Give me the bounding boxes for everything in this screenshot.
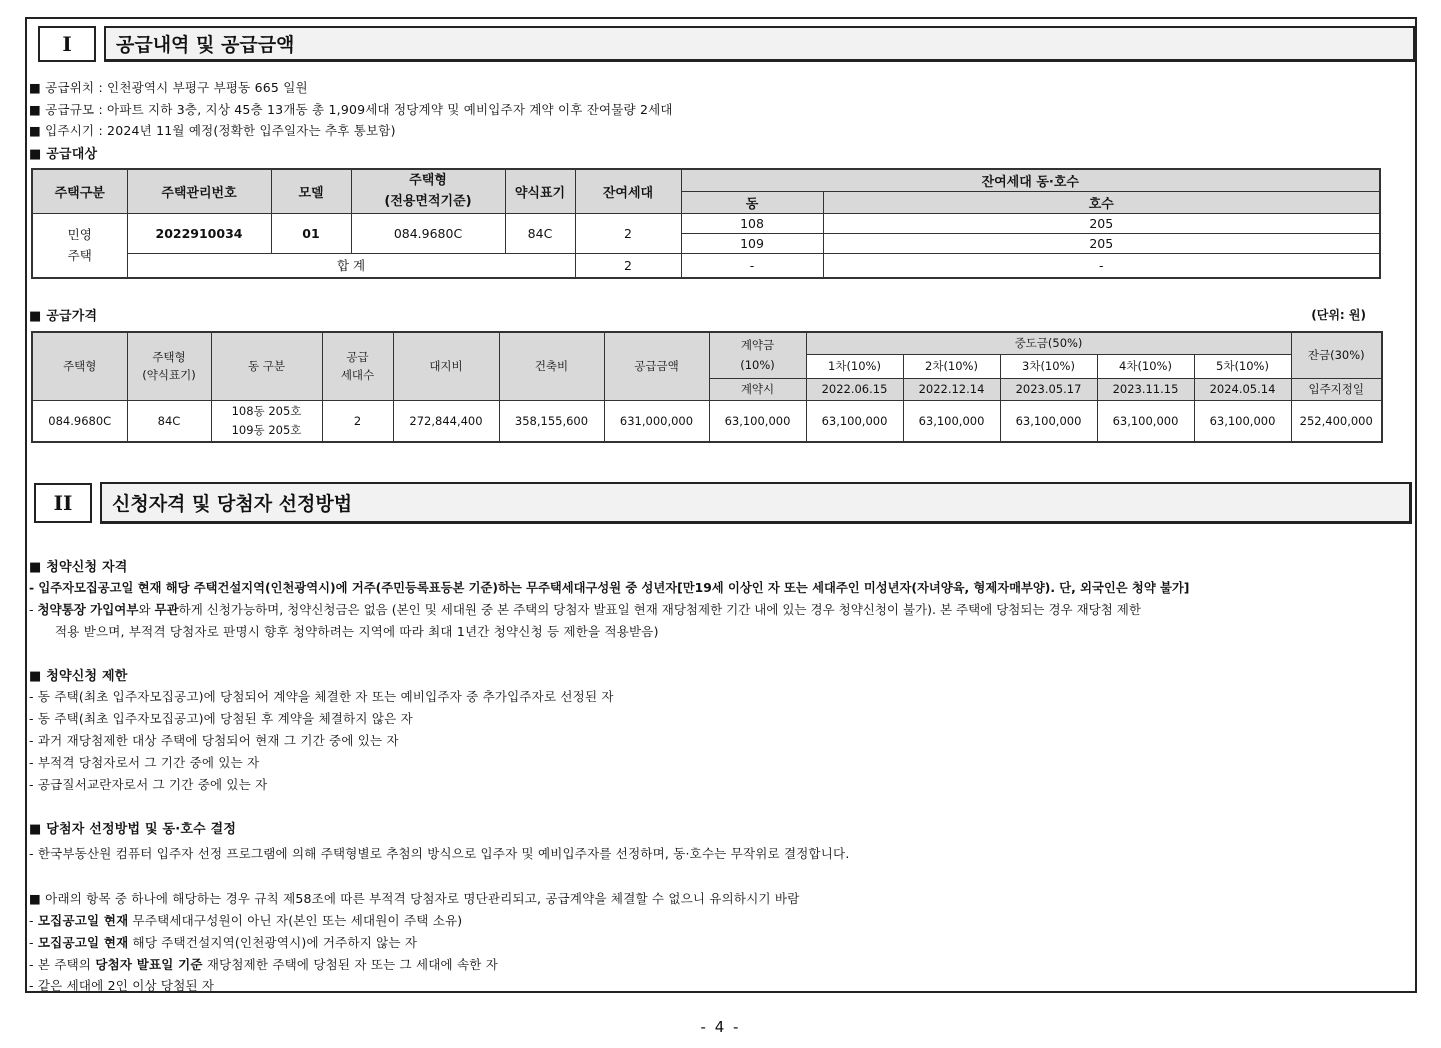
cell-dong: 108 (681, 213, 823, 233)
info-location: ■ 공급위치 : 인천광역시 부평구 부평동 665 일원 (29, 80, 308, 95)
ineligible-intro: ■ 아래의 항목 중 하나에 해당하는 경우 규칙 제58조에 따른 부적격 당첨자로 명단관리되고, 공급계약을 체결할 수 없으니 유의하시기 바람 (29, 891, 800, 906)
price-cell-type: 084.9680C (32, 400, 127, 442)
cell-model: 01 (271, 213, 351, 253)
price-cell-build: 358,155,600 (499, 400, 604, 442)
restriction-heading: ■ 청약신청 제한 (29, 669, 128, 684)
mid-date: 2023.05.17 (1000, 378, 1097, 400)
mid-date: 2022.06.15 (806, 378, 903, 400)
price-cell-mid: 63,100,000 (1194, 400, 1291, 442)
price-header-dong: 동 구분 (211, 332, 322, 400)
mid-label: 3차(10%) (1000, 354, 1097, 378)
restriction-item: - 공급질서교란자로서 그 기간 중에 있는 자 (29, 777, 268, 792)
price-cell-mid: 63,100,000 (1000, 400, 1097, 442)
price-header-count: 공급 세대수 (322, 332, 393, 400)
ineligible-item: - 본 주택의 당첨자 발표일 기준 재당첨제한 주택에 당첨된 자 또는 그 세대에 속한 자 (29, 957, 498, 972)
supply-price-table (31, 331, 1383, 443)
price-header-contract: 계약금 (10%) (709, 332, 806, 378)
mid-label: 5차(10%) (1194, 354, 1291, 378)
section-2-number: II (34, 483, 92, 523)
restriction-item: - 동 주택(최초 입주자모집공고)에 당첨되어 계약을 체결한 자 또는 예비입주자 중 추가입주자로 선정된 자 (29, 689, 614, 704)
cell-dong: 109 (681, 233, 823, 253)
supply-target-heading: ■ 공급대상 (29, 147, 98, 162)
price-header-mid: 중도금(50%) (806, 332, 1291, 354)
price-cell-mid: 63,100,000 (903, 400, 1000, 442)
price-cell-abbr: 84C (127, 400, 211, 442)
mid-label: 1차(10%) (806, 354, 903, 378)
price-cell-balance: 252,400,000 (1291, 400, 1382, 442)
contract-when: 계약시 (709, 378, 806, 400)
section-1-title: 공급내역 및 공급금액 (104, 26, 1416, 62)
header-house-type: 주택구분 (32, 169, 127, 213)
price-heading: ■ 공급가격 (29, 309, 98, 324)
cell-total-label: 합 계 (127, 253, 575, 278)
restriction-item: - 과거 재당첨제한 대상 주택에 당첨되어 현재 그 기간 중에 있는 자 (29, 733, 399, 748)
balance-when: 입주지정일 (1291, 378, 1382, 400)
cell-total-dong: - (681, 253, 823, 278)
qualification-line-1: - 입주자모집공고일 현재 해당 주택건설지역(인천광역시)에 거주(주민등록표등본 기준)하는 무주택세대구성원 중 성년자[만19세 이상인 자 또는 세대주인 미성년자(자녀양육, 형제자매부양). 단, 외국인은 청약 불가] (29, 581, 1190, 595)
cell-housetype: 084.9680C (351, 213, 505, 253)
section-1-number: I (38, 26, 96, 62)
price-cell-mid: 63,100,000 (806, 400, 903, 442)
header-mgmt-no: 주택관리번호 (127, 169, 271, 213)
selection-heading: ■ 당첨자 선정방법 및 동·호수 결정 (29, 822, 237, 837)
ineligible-item: - 같은 세대에 2인 이상 당첨된 자 (29, 978, 215, 993)
cell-abbr: 84C (505, 213, 575, 253)
price-cell-mid: 63,100,000 (1097, 400, 1194, 442)
mid-label: 4차(10%) (1097, 354, 1194, 378)
price-cell-total: 631,000,000 (604, 400, 709, 442)
info-move-in: ■ 입주시기 : 2024년 11월 예정(정확한 입주일자는 추후 통보함) (29, 123, 396, 138)
cell-ho: 205 (823, 213, 1380, 233)
cell-mgmt-no: 2022910034 (127, 213, 271, 253)
price-cell-count: 2 (322, 400, 393, 442)
header-ho: 호수 (823, 191, 1380, 213)
qualification-line-3: 적용 받으며, 부적격 당첨자로 판명시 향후 청약하려는 지역에 따라 최대 1년간 청약신청 등 제한을 적용받음) (55, 624, 659, 639)
header-housetype: 주택형 (전용면적기준) (351, 169, 505, 213)
price-cell-contract: 63,100,000 (709, 400, 806, 442)
price-cell-dong: 108동 205호 109동 205호 (211, 400, 322, 442)
mid-date: 2024.05.14 (1194, 378, 1291, 400)
cell-house-type: 민영 주택 (32, 213, 127, 278)
qualification-line-2: - 청약통장 가입여부와 무관하게 신청가능하며, 청약신청금은 없음 (본인 및 세대원 중 본 주택의 당첨자 발표일 현재 재당첨제한 기간 내에 있는 경우 청약신청이 불가). 본 주택에 당첨되는 경우 재당첨 제한 (29, 602, 1141, 617)
ineligible-item: - 모집공고일 현재 해당 주택건설지역(인천광역시)에 거주하지 않는 자 (29, 935, 418, 950)
price-header-total: 공급금액 (604, 332, 709, 400)
price-header-abbr: 주택형 (약식표기) (127, 332, 211, 400)
header-units: 잔여세대 동·호수 (681, 169, 1380, 191)
section-2-title: 신청자격 및 당첨자 선정방법 (100, 482, 1412, 524)
header-abbr: 약식표기 (505, 169, 575, 213)
cell-remain: 2 (575, 213, 681, 253)
mid-date: 2023.11.15 (1097, 378, 1194, 400)
qualification-heading: ■ 청약신청 자격 (29, 560, 128, 575)
price-header-balance: 잔금(30%) (1291, 332, 1382, 378)
unit-label: (단위: 원) (1311, 308, 1366, 322)
info-scale: ■ 공급규모 : 아파트 지하 3층, 지상 45층 13개동 총 1,909세대 정당계약 및 예비입주자 계약 이후 잔여물량 2세대 (29, 102, 673, 117)
price-header-land: 대지비 (393, 332, 499, 400)
price-header-type: 주택형 (32, 332, 127, 400)
supply-target-table (31, 168, 1381, 279)
restriction-item: - 동 주택(최초 입주자모집공고)에 당첨된 후 계약을 체결하지 않은 자 (29, 711, 413, 726)
price-cell-land: 272,844,400 (393, 400, 499, 442)
mid-label: 2차(10%) (903, 354, 1000, 378)
cell-total-ho: - (823, 253, 1380, 278)
header-remain: 잔여세대 (575, 169, 681, 213)
header-dong: 동 (681, 191, 823, 213)
header-model: 모델 (271, 169, 351, 213)
restriction-item: - 부적격 당첨자로서 그 기간 중에 있는 자 (29, 755, 260, 770)
page-number: - 4 - (700, 1018, 741, 1036)
cell-ho: 205 (823, 233, 1380, 253)
mid-date: 2022.12.14 (903, 378, 1000, 400)
cell-total-remain: 2 (575, 253, 681, 278)
price-header-build: 건축비 (499, 332, 604, 400)
selection-line: - 한국부동산원 컴퓨터 입주자 선정 프로그램에 의해 주택형별로 추첨의 방식으로 입주자 및 예비입주자를 선정하며, 동·호수는 무작위로 결정합니다. (29, 846, 850, 861)
section-1-header (38, 26, 1416, 62)
section-2-header (34, 482, 1412, 524)
ineligible-item: - 모집공고일 현재 무주택세대구성원이 아닌 자(본인 또는 세대원이 주택 소유) (29, 913, 463, 928)
